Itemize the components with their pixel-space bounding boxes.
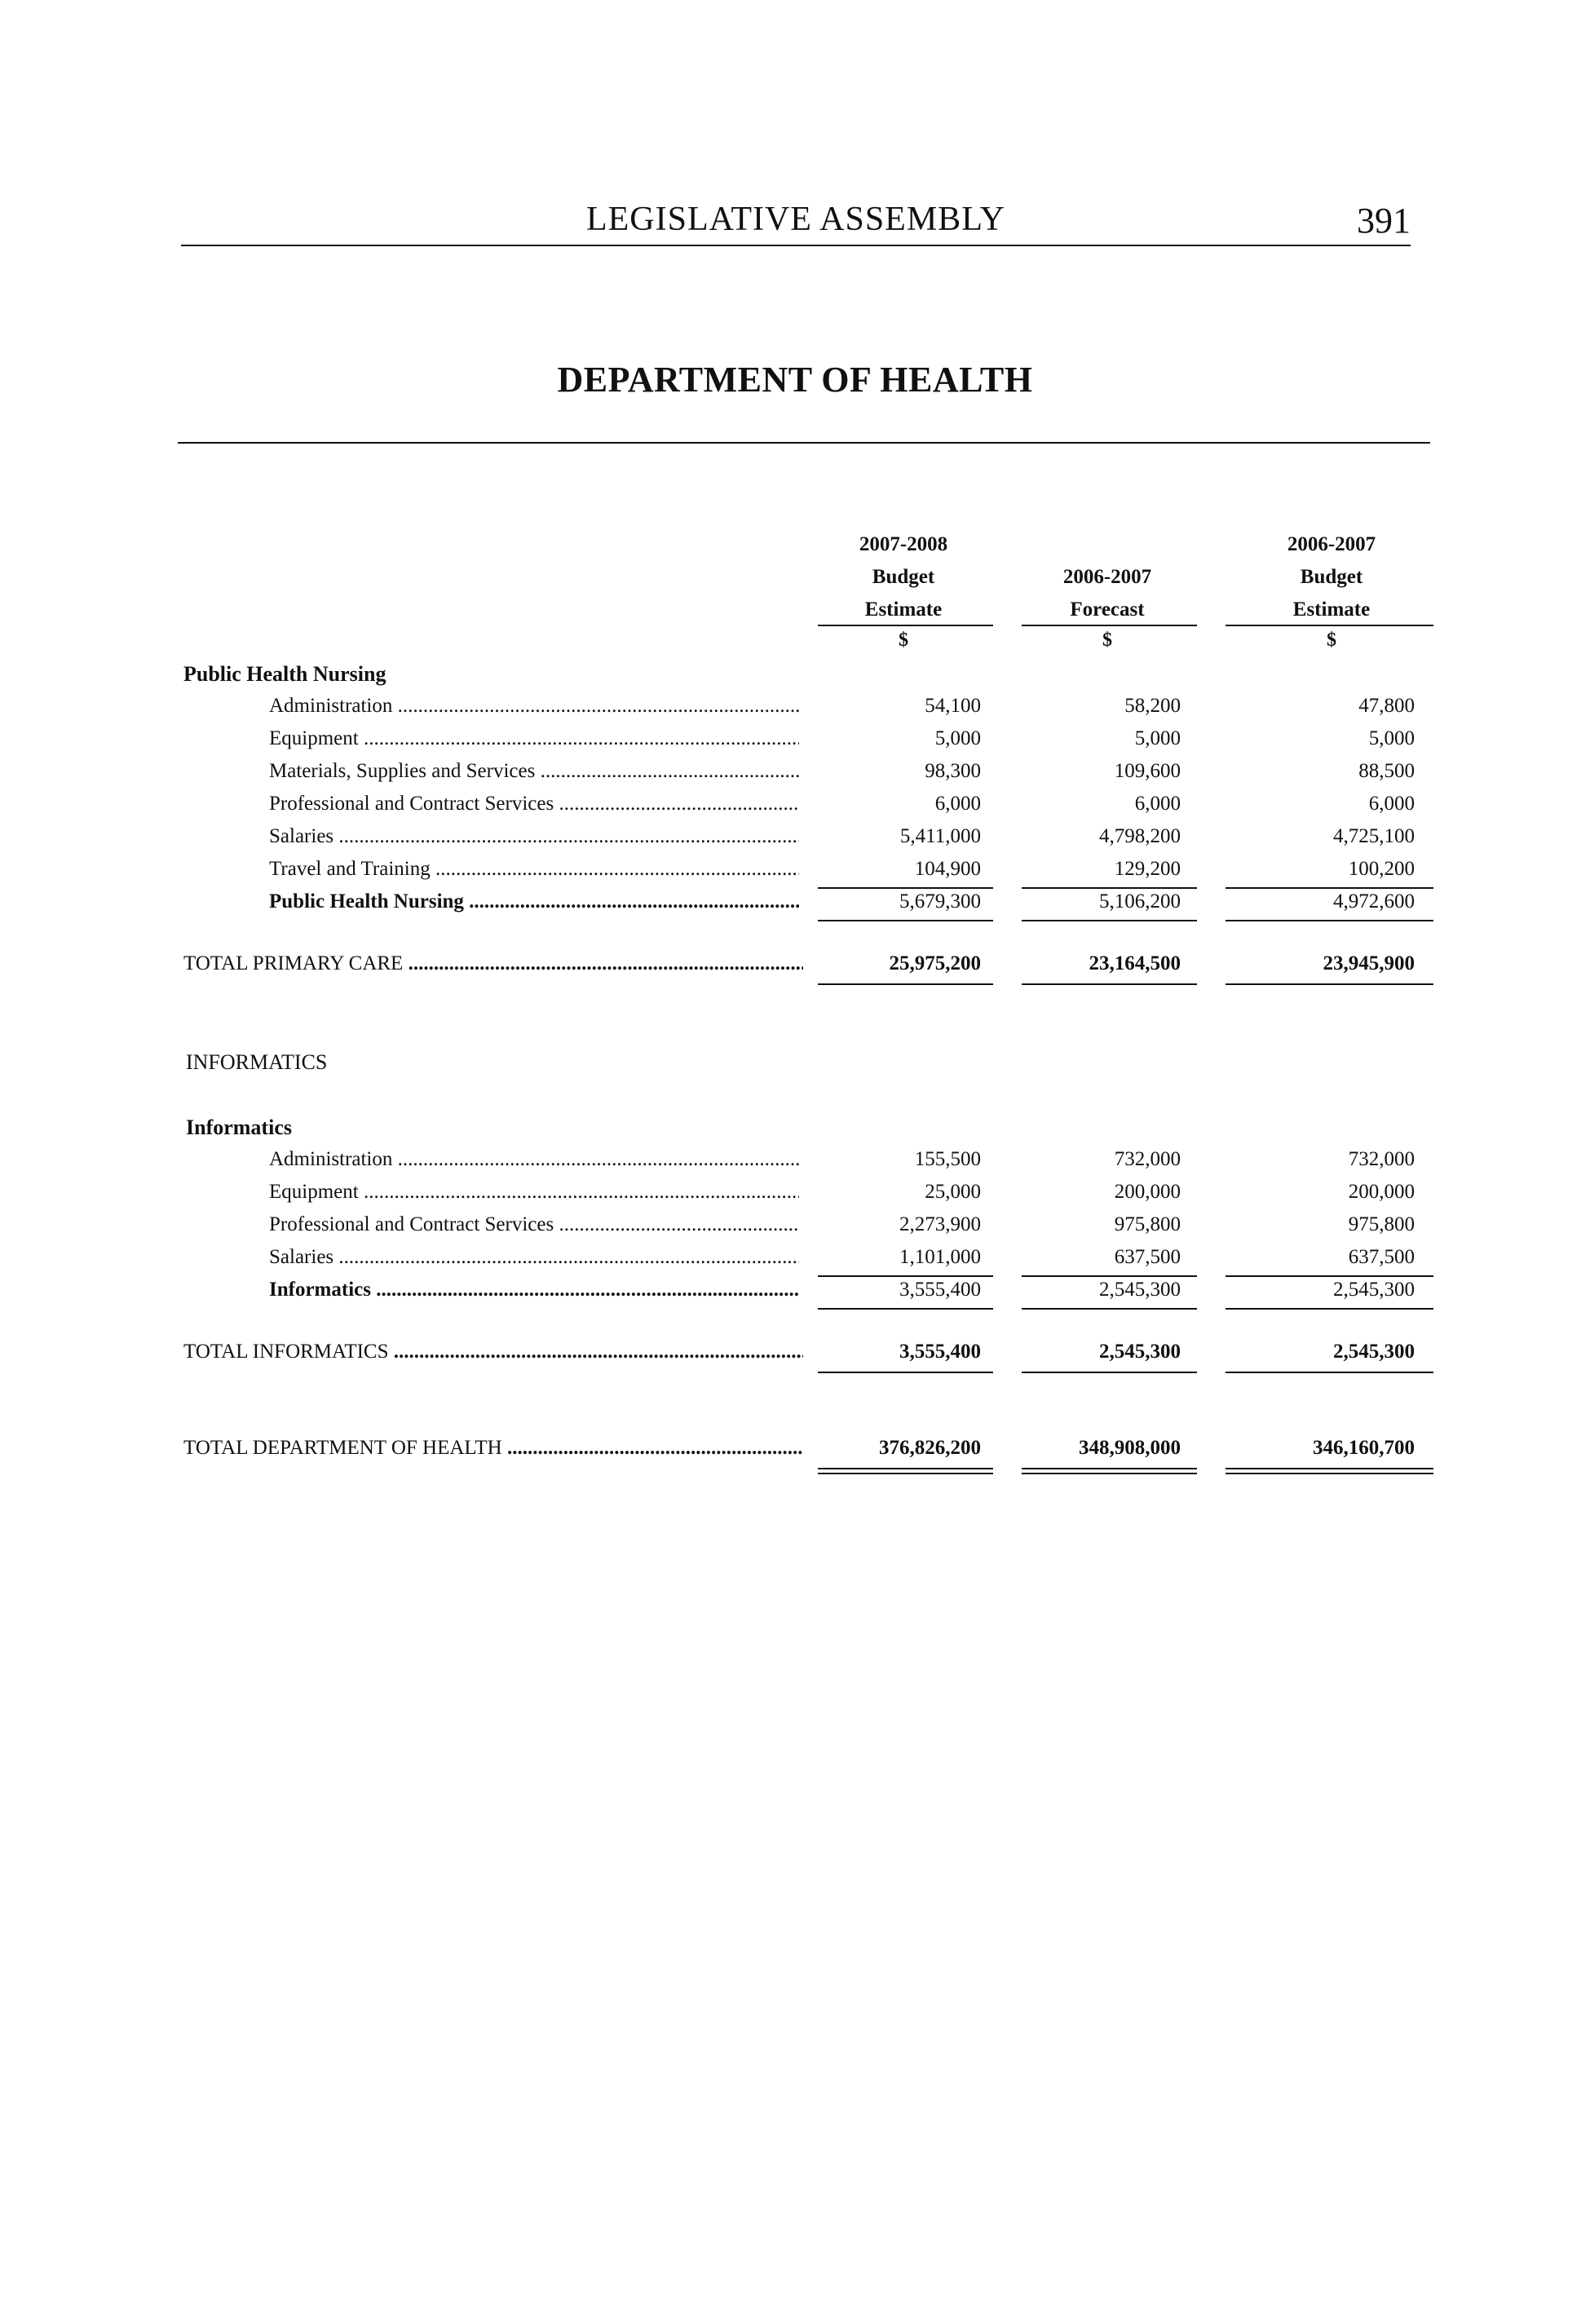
total-rule	[1022, 983, 1197, 985]
column-header-budget-2006-2007	[1246, 528, 1417, 626]
row-label: Salaries	[269, 825, 334, 847]
table-row	[0, 1181, 1590, 1213]
subtotal-2006-2007-budget: 2,545,300	[1333, 1279, 1415, 1301]
subtotal-rule	[1022, 1308, 1197, 1310]
total-2006-2007-forecast: 23,164,500	[1089, 952, 1181, 974]
total-rule	[818, 983, 993, 985]
grand-total-double-rule	[818, 1473, 993, 1474]
subtotal-2007-2008-budget: 3,555,400	[899, 1279, 981, 1301]
column-header-line1	[1022, 528, 1193, 561]
value-2006-2007-budget: 637,500	[1348, 1246, 1415, 1268]
subtotal-2006-2007-forecast: 2,545,300	[1099, 1279, 1181, 1301]
value-2006-2007-forecast: 58,200	[1124, 695, 1181, 717]
column-header-line2: Budget	[872, 566, 935, 588]
column-header-line2: 2006-2007	[1062, 566, 1152, 588]
value-2006-2007-forecast: 637,500	[1114, 1246, 1181, 1268]
section-heading-public-health-nursing: Public Health Nursing	[183, 662, 386, 686]
total-row-primary-care	[0, 952, 1590, 985]
row-label: Equipment	[269, 1181, 359, 1203]
total-rule	[1226, 983, 1433, 985]
table-row	[0, 825, 1590, 858]
table-row	[0, 1148, 1590, 1181]
grand-total-label: TOTAL DEPARTMENT OF HEALTH	[183, 1437, 502, 1459]
row-label: Travel and Training	[269, 858, 431, 880]
subtotal-rule	[1022, 887, 1197, 889]
total-2007-2008-budget: 3,555,400	[899, 1341, 981, 1363]
column-header-rule	[1022, 625, 1197, 626]
subtotal-rule	[818, 1275, 993, 1277]
value-2006-2007-forecast: 109,600	[1114, 760, 1181, 782]
column-header-line3: Estimate	[864, 599, 943, 621]
column-header-line3: Forecast	[1070, 599, 1145, 621]
grand-total-double-rule	[1022, 1473, 1197, 1474]
value-2006-2007-budget: 5,000	[1368, 727, 1415, 749]
value-2006-2007-forecast: 5,000	[1134, 727, 1181, 749]
value-2006-2007-forecast: 975,800	[1114, 1213, 1181, 1235]
table-row	[0, 760, 1590, 793]
value-2007-2008-budget: 104,900	[914, 858, 981, 880]
value-2006-2007-budget: 200,000	[1348, 1181, 1415, 1203]
value-2007-2008-budget: 98,300	[925, 760, 981, 782]
subtotal-rule	[818, 887, 993, 889]
subtotal-row	[0, 1279, 1590, 1311]
row-label: Professional and Contract Services	[269, 1213, 554, 1235]
subtotal-2006-2007-budget: 4,972,600	[1333, 890, 1415, 912]
value-2006-2007-budget: 732,000	[1348, 1148, 1415, 1170]
value-2006-2007-forecast: 6,000	[1134, 793, 1181, 815]
grand-total-double-rule	[818, 1468, 993, 1469]
total-label: TOTAL PRIMARY CARE	[183, 952, 404, 974]
total-2007-2008-budget: 25,975,200	[889, 952, 981, 974]
section-heading-informatics-upper: INFORMATICS	[186, 1050, 328, 1074]
subtotal-label: Informatics	[269, 1279, 371, 1301]
subtotal-rule	[1226, 1275, 1433, 1277]
table-row	[0, 793, 1590, 825]
column-header-line2: Budget	[1300, 566, 1363, 588]
value-2007-2008-budget: 5,000	[934, 727, 981, 749]
row-label: Professional and Contract Services	[269, 793, 554, 815]
row-label: Equipment	[269, 727, 359, 749]
value-2007-2008-budget: 5,411,000	[899, 825, 981, 847]
table-row	[0, 1246, 1590, 1279]
column-header-line3: Estimate	[1292, 599, 1371, 621]
value-2007-2008-budget: 2,273,900	[899, 1213, 981, 1235]
currency-label: $	[899, 630, 908, 651]
column-header-line1: 2006-2007	[1287, 533, 1376, 555]
grand-total-double-rule	[1022, 1468, 1197, 1469]
value-2006-2007-forecast: 200,000	[1114, 1181, 1181, 1203]
value-2006-2007-budget: 100,200	[1348, 858, 1415, 880]
grand-total-2006-2007-forecast: 348,908,000	[1079, 1437, 1181, 1459]
running-header-title: LEGISLATIVE ASSEMBLY	[586, 201, 1005, 238]
subtotal-rule	[1226, 887, 1433, 889]
value-2006-2007-forecast: 4,798,200	[1099, 825, 1181, 847]
subtotal-rule	[818, 1308, 993, 1310]
currency-label: $	[1102, 630, 1112, 651]
table-row	[0, 727, 1590, 760]
value-2007-2008-budget: 54,100	[925, 695, 981, 717]
grand-total-double-rule	[1226, 1468, 1433, 1469]
column-header-budget-2007-2008	[818, 528, 989, 626]
grand-total-2007-2008-budget: 376,826,200	[879, 1437, 981, 1459]
value-2006-2007-budget: 88,500	[1358, 760, 1415, 782]
value-2006-2007-budget: 47,800	[1358, 695, 1415, 717]
value-2007-2008-budget: 6,000	[934, 793, 981, 815]
subtotal-rule	[818, 920, 993, 921]
total-rule	[1022, 1372, 1197, 1373]
subsection-heading-informatics: Informatics	[186, 1116, 292, 1139]
currency-label: $	[1327, 630, 1336, 651]
subtotal-rule	[1226, 920, 1433, 921]
value-2006-2007-budget: 975,800	[1348, 1213, 1415, 1235]
total-2006-2007-budget: 2,545,300	[1333, 1341, 1415, 1363]
value-2007-2008-budget: 1,101,000	[899, 1246, 981, 1268]
value-2006-2007-forecast: 129,200	[1114, 858, 1181, 880]
subtotal-2007-2008-budget: 5,679,300	[899, 890, 981, 912]
table-row	[0, 695, 1590, 727]
value-2006-2007-budget: 6,000	[1368, 793, 1415, 815]
value-2006-2007-budget: 4,725,100	[1333, 825, 1415, 847]
grand-total-2006-2007-budget: 346,160,700	[1313, 1437, 1415, 1459]
total-2006-2007-budget: 23,945,900	[1323, 952, 1415, 974]
column-header-forecast-2006-2007	[1022, 528, 1193, 626]
page-number: 391	[1357, 201, 1411, 241]
grand-total-double-rule	[1226, 1473, 1433, 1474]
department-title: DEPARTMENT OF HEALTH	[557, 360, 1033, 400]
value-2006-2007-forecast: 732,000	[1114, 1148, 1181, 1170]
running-header	[181, 200, 1411, 246]
column-header-rule	[818, 625, 993, 626]
total-rule	[818, 1372, 993, 1373]
total-2006-2007-forecast: 2,545,300	[1099, 1341, 1181, 1363]
subtotal-2006-2007-forecast: 5,106,200	[1099, 890, 1181, 912]
total-rule	[1226, 1372, 1433, 1373]
row-label: Salaries	[269, 1246, 334, 1268]
row-label: Administration	[269, 695, 393, 717]
subtotal-rule	[1022, 920, 1197, 921]
value-2007-2008-budget: 155,500	[914, 1148, 981, 1170]
column-header-rule	[1226, 625, 1433, 626]
subtotal-label: Public Health Nursing	[269, 890, 464, 912]
table-row	[0, 858, 1590, 890]
title-rule	[178, 442, 1430, 444]
subtotal-rule	[1226, 1308, 1433, 1310]
subtotal-row	[0, 890, 1590, 923]
value-2007-2008-budget: 25,000	[925, 1181, 981, 1203]
subtotal-rule	[1022, 1275, 1197, 1277]
row-label: Administration	[269, 1148, 393, 1170]
column-header-line1: 2007-2008	[859, 533, 948, 555]
total-label: TOTAL INFORMATICS	[183, 1341, 389, 1363]
row-label: Materials, Supplies and Services	[269, 760, 536, 782]
total-row-department-of-health	[0, 1437, 1590, 1469]
table-row	[0, 1213, 1590, 1246]
total-row-informatics	[0, 1341, 1590, 1373]
